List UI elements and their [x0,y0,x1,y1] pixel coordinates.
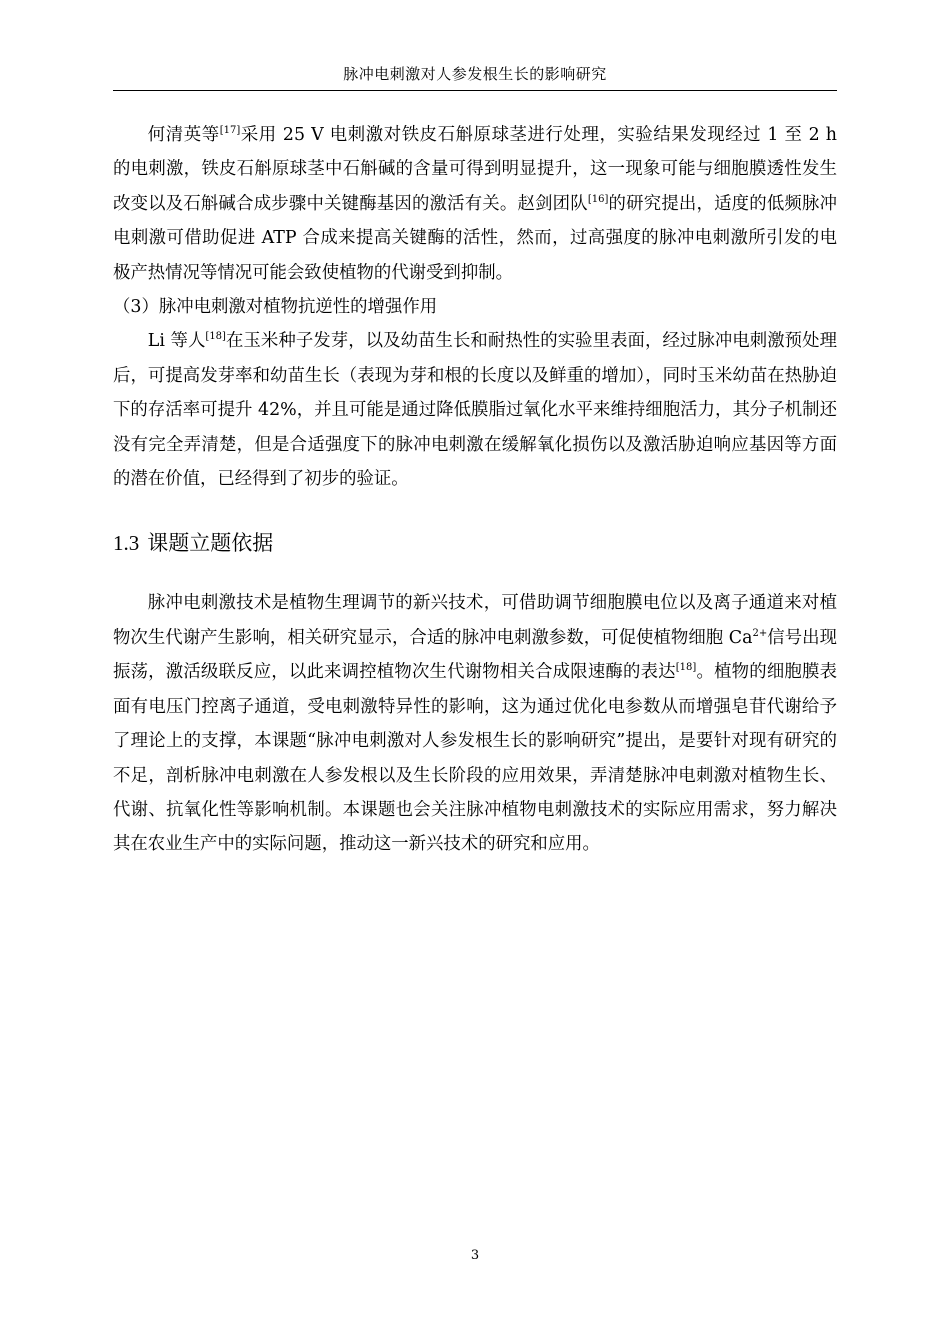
paragraph-electrostim-metabolism [113,118,837,290]
page-body [113,118,837,862]
paragraph-stress-resistance [113,324,837,496]
text-run: 的研究提出，适度的低频脉冲电刺激可借助促进 ATP 合成来提高关键酶的活性，然而，过高强度的脉冲电刺激所引发的电极产热情况等情况可能会致使植物的代谢受到抑制。 [113,193,837,283]
text-run: 信号出现振荡，激活级联反应，以此来调控植物次生代谢物相关合成限速酶的表达 [113,627,837,683]
text-run: 。植物的细胞膜表面有电压门控离子通道，受电刺激特异性的影响，这为通过优化电参数从而增强皂苷代谢给予了理论上的支撑，本课题“脉冲电刺激对人参发根生长的影响研究”提出，是要针对现有研究的不足，剖析脉冲电刺激在人参发根以及生长阶段的应用效果，弄清楚脉冲电刺激对植物生长、代谢、抗氧化性等影响机制。本课题也会关注脉冲植物电刺激技术的实际应用需求，努力解决其在农业生产中的实际问题，推动这一新兴技术的研究和应用。 [113,662,837,855]
subheading-item-3: （3）脉冲电刺激对植物抗逆性的增强作用 [113,297,438,318]
superscript-charge: 2+ [752,628,768,640]
citation-ref: [17] [219,125,241,137]
citation-ref: [18] [675,662,697,674]
section-number: 1.3 [113,531,140,556]
citation-ref: [16] [587,194,609,206]
header-rule [113,90,837,91]
section-title-text: 课题立题依据 [147,531,274,556]
running-header: 脉冲电刺激对人参发根生长的影响研究 [343,65,607,83]
page-number: 3 [470,1248,480,1263]
citation-ref: [18] [205,331,226,343]
section-heading [113,528,837,558]
text-run: 在玉米种子发芽，以及幼苗生长和耐热性的实验里表面，经过脉冲电刺激预处理后，可提高发芽率和幼苗生长（表现为芽和根的长度以及鲜重的增加），同时玉米幼苗在热胁迫下的存活率可提升 42%，并且可能是通过降低膜脂过氧化水平来维持细胞活力，其分子机制还没有完全弄清楚，但是合适强度下的脉冲电刺激在缓解氧化损伤以及激活胁迫响应基因等方面的潜在价值，已经得到了初步的验证。 [113,331,837,490]
text-run: Li 等人 [147,331,206,352]
text-run: 采用 25 V 电刺激对铁皮石斛原球茎进行处理，实验结果发现经过 1 至 2 h 的电刺激，铁皮石斛原球茎中石斛碱的含量可得到明显提升，这一现象可能与细胞膜透性发生改变以及石斛碱合成步骤中关键酶基因的激活有关。赵剑团队 [113,125,837,214]
paragraph-project-basis [113,586,837,861]
text-run: 脉冲电刺激技术是植物生理调节的新兴技术，可借助调节细胞膜电位以及离子通道来对植物次生代谢产生影响，相关研究显示，合适的脉冲电刺激参数，可促使植物细胞 Ca [113,593,837,648]
text-run: 何清英等 [147,125,220,145]
